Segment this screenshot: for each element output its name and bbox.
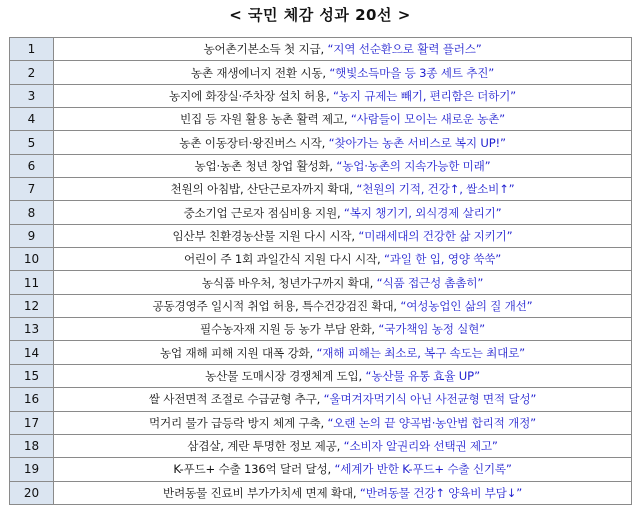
row-description xyxy=(54,411,632,434)
achievement-text: 천원의 아침밥, 산단근로자까지 확대, xyxy=(170,182,357,197)
table-row xyxy=(10,481,632,504)
row-description xyxy=(54,201,632,224)
achievement-text: 어린이 주 1회 과일간식 지원 다시 시작, xyxy=(183,252,384,267)
achievement-text: 농식품 바우처, 청년가구까지 확대, xyxy=(201,275,377,290)
row-number: 16 xyxy=(10,388,54,411)
achievement-slogan: “사람들이 모이는 새로운 농촌” xyxy=(350,112,505,127)
row-number: 5 xyxy=(10,131,54,154)
achievement-slogan: “과일 한 입, 영양 쑥쑥” xyxy=(384,252,502,267)
table-row xyxy=(10,434,632,457)
row-description xyxy=(54,294,632,317)
table-row xyxy=(10,388,632,411)
achievement-text: 공동경영주 일시적 취업 허용, 특수건강검진 확대, xyxy=(152,298,401,313)
achievement-slogan: “재해 피해는 최소로, 복구 속도는 최대로” xyxy=(316,345,525,360)
achievement-slogan: “미래세대의 건강한 삶 지키기” xyxy=(358,228,513,243)
table-row xyxy=(10,84,632,107)
achievement-slogan: “국가책임 농정 실현” xyxy=(378,322,485,337)
table-row xyxy=(10,248,632,271)
achievement-slogan: “여성농업인 삶의 질 개선” xyxy=(400,298,533,313)
table-row xyxy=(10,411,632,434)
row-number: 1 xyxy=(10,38,54,61)
row-number: 11 xyxy=(10,271,54,294)
row-number: 14 xyxy=(10,341,54,364)
achievement-slogan: “천원의 기적, 건강↑, 쌀소비↑” xyxy=(356,182,515,197)
table-row xyxy=(10,458,632,481)
table-row xyxy=(10,271,632,294)
row-number: 17 xyxy=(10,411,54,434)
achievement-slogan: “지역 선순환으로 활력 플러스” xyxy=(327,42,482,57)
achievement-text: 농어촌기본소득 첫 지급, xyxy=(203,42,328,57)
achievement-text: 농촌 이동장터·왕진버스 시작, xyxy=(179,135,329,150)
achievement-text: 반려동물 진료비 부가가치세 면제 확대, xyxy=(163,485,360,500)
achievement-slogan: “세계가 반한 K-푸드+ 수출 신기록” xyxy=(334,462,512,477)
row-number: 8 xyxy=(10,201,54,224)
row-number: 12 xyxy=(10,294,54,317)
row-description xyxy=(54,38,632,61)
row-number: 10 xyxy=(10,248,54,271)
table-row xyxy=(10,201,632,224)
row-description xyxy=(54,341,632,364)
row-number: 13 xyxy=(10,318,54,341)
table-row xyxy=(10,154,632,177)
achievement-text: 빈집 등 자원 활용 농촌 활력 제고, xyxy=(180,112,351,127)
row-number: 6 xyxy=(10,154,54,177)
achievement-text: 농지에 화장실·주차장 설치 허용, xyxy=(169,88,333,103)
page-title: < 국민 체감 성과 20선 > xyxy=(229,6,411,24)
row-description xyxy=(54,248,632,271)
achievements-table xyxy=(9,37,632,505)
row-description xyxy=(54,388,632,411)
row-description xyxy=(54,318,632,341)
row-number: 3 xyxy=(10,84,54,107)
achievements-table-container xyxy=(9,37,632,505)
achievement-text: 농업·농촌 청년 창업 활성화, xyxy=(194,158,337,173)
achievement-text: 먹거리 물가 급등락 방지 체계 구축, xyxy=(149,415,328,430)
row-description xyxy=(54,154,632,177)
achievement-text: 쌀 사전면적 조절로 수급균형 추구, xyxy=(148,392,324,407)
table-row xyxy=(10,38,632,61)
table-row xyxy=(10,224,632,247)
achievement-slogan: “농지 규제는 빼기, 편리함은 더하기” xyxy=(332,88,516,103)
achievement-text: 농산물 도매시장 경쟁체계 도입, xyxy=(205,368,366,383)
achievement-slogan: “소비자 알권리와 선택권 제고” xyxy=(343,439,498,454)
row-number: 19 xyxy=(10,458,54,481)
row-description xyxy=(54,131,632,154)
table-row xyxy=(10,318,632,341)
row-description xyxy=(54,224,632,247)
table-row xyxy=(10,178,632,201)
row-description xyxy=(54,271,632,294)
achievement-text: K-푸드+ 수출 136억 달러 달성, xyxy=(173,462,335,477)
row-description xyxy=(54,108,632,131)
row-description xyxy=(54,61,632,84)
table-row xyxy=(10,364,632,387)
achievement-slogan: “반려동물 건강↑ 양육비 부담↓” xyxy=(359,485,522,500)
achievement-slogan: “울며겨자먹기식 아닌 사전균형 면적 달성” xyxy=(323,392,537,407)
achievement-text: 중소기업 근로자 점심비용 지원, xyxy=(183,205,344,220)
row-description xyxy=(54,84,632,107)
achievement-slogan: “찾아가는 농촌 서비스로 복지 UP!” xyxy=(328,135,506,150)
row-number: 9 xyxy=(10,224,54,247)
achievement-text: 임산부 친환경농산물 지원 다시 시작, xyxy=(172,228,359,243)
achievement-slogan: “오랜 논의 끝 양곡법·농안법 합리적 개정” xyxy=(327,415,536,430)
achievement-slogan: “농업·농촌의 지속가능한 미래” xyxy=(336,158,491,173)
table-row xyxy=(10,61,632,84)
achievement-text: 농촌 재생에너지 전환 시동, xyxy=(190,65,330,80)
row-number: 7 xyxy=(10,178,54,201)
achievement-slogan: “복지 챙기기, 외식경제 살리기” xyxy=(343,205,502,220)
table-row xyxy=(10,341,632,364)
row-description xyxy=(54,481,632,504)
row-description xyxy=(54,178,632,201)
achievement-text: 농업 재해 피해 지원 대폭 강화, xyxy=(160,345,317,360)
achievement-text: 삼겹살, 계란 투명한 정보 제공, xyxy=(187,439,344,454)
row-number: 4 xyxy=(10,108,54,131)
table-row xyxy=(10,294,632,317)
row-number: 18 xyxy=(10,434,54,457)
achievement-slogan: “농산물 유통 효율 UP” xyxy=(365,368,480,383)
row-description xyxy=(54,364,632,387)
table-row xyxy=(10,108,632,131)
row-description xyxy=(54,458,632,481)
row-number: 15 xyxy=(10,364,54,387)
row-number: 2 xyxy=(10,61,54,84)
achievements-table-body xyxy=(10,38,632,505)
achievement-slogan: “식품 접근성 촘촘히” xyxy=(376,275,484,290)
row-description xyxy=(54,434,632,457)
row-number: 20 xyxy=(10,481,54,504)
achievement-slogan: “햇빛소득마을 등 3종 세트 추진” xyxy=(329,65,495,80)
achievement-text: 필수농자재 지원 등 농가 부담 완화, xyxy=(200,322,379,337)
table-row xyxy=(10,131,632,154)
